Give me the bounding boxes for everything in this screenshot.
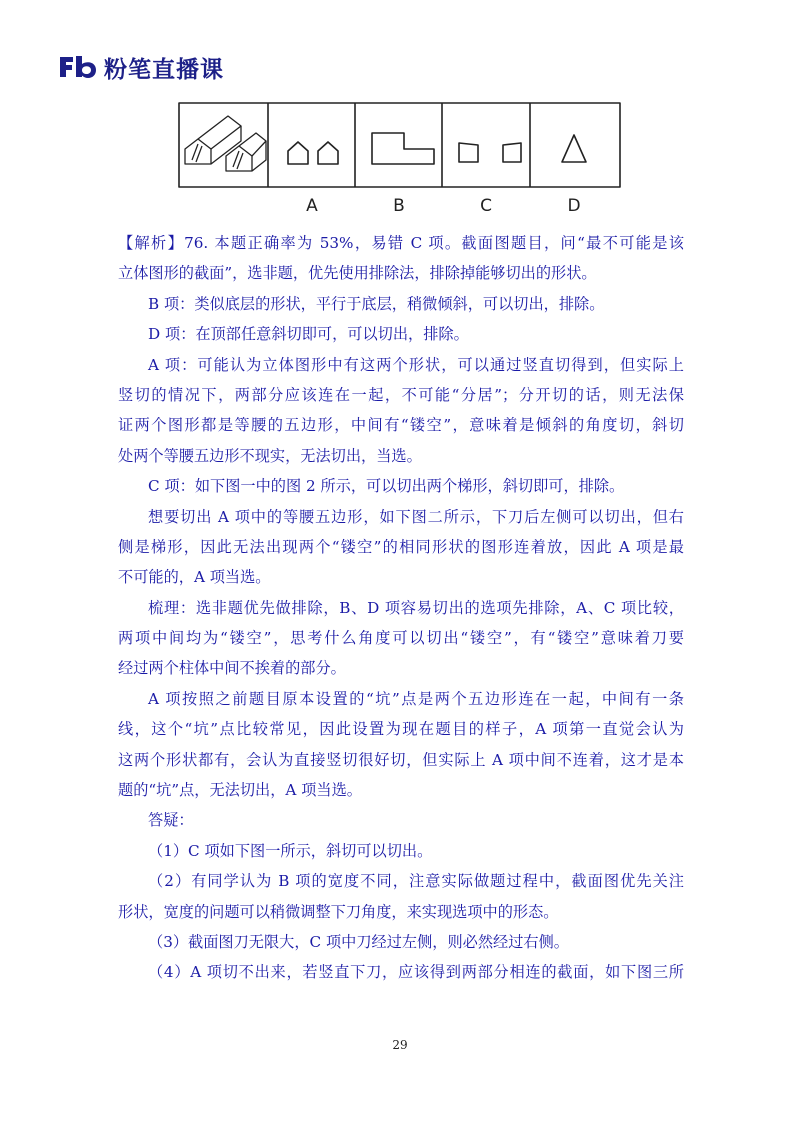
option-label-c: C (480, 196, 492, 216)
question-figure (178, 102, 621, 188)
logo-text: 粉笔直播课 (104, 56, 224, 83)
option-b-shape (372, 133, 434, 164)
text-line: 梳理：选非题优先做排除，B、D 项容易切出的选项先排除，A、C 项比较， (148, 598, 684, 617)
page-number: 29 (392, 1038, 408, 1052)
option-labels (178, 196, 621, 220)
figure-svg (178, 102, 621, 188)
text-line: D 项：在顶部任意斜切即可，可以切出，排除。 (148, 325, 469, 344)
text-line: 处两个等腰五边形不现实，无法切出，当选。 (118, 446, 422, 465)
option-label-d: D (567, 196, 581, 216)
text-line: 【解析】76. 本题正确率为 53%，易错 C 项。截面图题目，问“最不可能是该 (118, 234, 684, 252)
text-line: （1）C 项如下图一所示，斜切可以切出。 (148, 841, 433, 860)
text-line: 线，这个“坑”点比较常见，因此设置为现在题目的样子，A 项第一直觉会认为 (118, 720, 684, 739)
text-line: 竖切的情况下，两部分应该连在一起，不可能“分居”；分开切的话，则无法保 (118, 385, 684, 404)
text-line: A 项：可能认为立体图形中有这两个形状，可以通过竖直切得到，但实际上 (148, 355, 684, 374)
text-line: 这两个形状都有，会认为直接竖切很好切，但实际上 A 项中间不连着，这才是本 (118, 750, 684, 769)
option-a-shapes (288, 142, 338, 164)
text-line: A 项按照之前题目原本设置的“坑”点是两个五边形连在一起，中间有一条 (148, 689, 684, 708)
text-line: 证两个图形都是等腰的五边形，中间有“镂空”，意味着是倾斜的角度切，斜切 (118, 416, 684, 435)
text-line: 形状，宽度的问题可以稍微调整下刀角度，来实现选项中的形态。 (118, 902, 559, 921)
brand-logo (58, 50, 224, 84)
text-line: 题的“坑”点，无法切出，A 项当选。 (118, 781, 362, 800)
text-line: 不可能的，A 项当选。 (118, 568, 271, 587)
figure-frame (179, 103, 620, 187)
text-line: （3）截面图刀无限大，C 项中刀经过左侧，则必然经过右侧。 (148, 932, 569, 951)
option-d-shape (562, 135, 586, 162)
text-line: 立体图形的截面”，选非题，优先使用排除法，排除掉能够切出的形状。 (118, 264, 597, 283)
text-line: 想要切出 A 项中的等腰五边形，如下图二所示，下刀后左侧可以切出，但右 (148, 507, 684, 526)
fb-logo-icon (58, 54, 98, 80)
text-line: 经过两个柱体中间不挨着的部分。 (118, 659, 346, 678)
option-label-a: A (306, 196, 318, 216)
text-line: 答疑： (148, 811, 194, 830)
text-line: （2）有同学认为 B 项的宽度不同，注意实际做题过程中，截面图优先关注 (148, 872, 684, 891)
text-line: 两项中间均为“镂空”，思考什么角度可以切出“镂空”，有“镂空”意味着刀要 (118, 629, 684, 648)
option-c-shapes (459, 143, 521, 162)
solid-figure (185, 116, 266, 171)
text-line: （4）A 项切不出来，若竖直下刀，应该得到两部分相连的截面，如下图三所 (148, 963, 684, 982)
option-label-b: B (393, 196, 405, 216)
explanation-body (118, 228, 684, 988)
text-line: C 项：如下图一中的图 2 所示，可以切出两个梯形，斜切即可，排除。 (148, 477, 625, 496)
text-line: 侧是梯形，因此无法出现两个“镂空”的相同形状的图形连着放，因此 A 项是最 (118, 537, 684, 556)
text-line: B 项：类似底层的形状，平行于底层，稍微倾斜，可以切出，排除。 (148, 294, 605, 313)
